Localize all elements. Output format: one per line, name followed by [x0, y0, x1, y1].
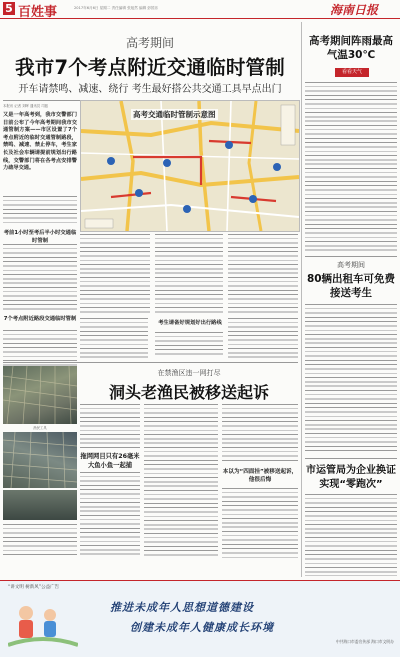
- fishing-pullquote: 拖网网目只有26毫米大鱼小鱼一起捕: [80, 453, 140, 469]
- fishing-kicker: 在禁渔区违一网打尽: [157, 369, 221, 377]
- map-drawing: [81, 101, 299, 231]
- psa-banner: [0, 580, 400, 657]
- psa-line-1: 推进未成年人思想道德建设: [110, 601, 254, 614]
- map-title: 高考交通临时管制示意图: [133, 110, 216, 119]
- children-illustration: [8, 595, 78, 651]
- psa-line-2: 创建未成年人健康成长环境: [130, 621, 274, 634]
- paper-logo: 海南日报: [330, 3, 379, 17]
- section-title: 百姓事: [18, 5, 58, 20]
- psa-credit: 中共海口市委宣传部 海口市文明办: [335, 639, 394, 644]
- taxi-kicker: 高考期间: [337, 261, 365, 269]
- net-drawing: [3, 366, 77, 424]
- date-line: 2017年6月6日 星期二 责任编辑 张旭然 编辑 彭国乐: [74, 6, 159, 10]
- body-text: [228, 318, 298, 358]
- top-lead: 又是一年高考到，我市交警部门日前公布了今年高考期间我市交通管制方案——市区设置了7个考点附近的临时交通管制路段，禁鸣、减速、禁止停车，考生家长及社会车辆请提前规划出行路线，交警部门将在各考点安排警力疏导交通。: [3, 112, 77, 172]
- top-subhead: 开车请禁鸣、减速、绕行 考生最好搭公共交通工具早点出门: [18, 84, 282, 95]
- weather-tag: 看看天气: [335, 68, 369, 77]
- divider: [305, 458, 397, 459]
- market-body: [305, 494, 397, 576]
- top-headline: 我市7个考点附近交通临时管制: [15, 56, 285, 79]
- top-byline: 本报讯 记者 刘晖 通讯员 司振: [3, 104, 48, 108]
- traffic-map: [80, 100, 300, 232]
- page-number: 5: [3, 2, 15, 15]
- weather-body: [305, 82, 397, 252]
- divider: [3, 362, 298, 363]
- divider: [305, 256, 397, 257]
- market-headline: 市运管局为企业换证实现“零跑次”: [306, 465, 396, 490]
- subhead-1: 考前1小时至考后半小时交通临时管制: [3, 230, 77, 244]
- body-text: [155, 234, 223, 314]
- fishing-body: [222, 404, 298, 464]
- body-text: [80, 234, 150, 314]
- taxi-headline: 80辆出租车可免费接送考生: [306, 273, 396, 299]
- body-text: [155, 332, 223, 358]
- column-divider: [301, 22, 302, 577]
- fishing-photo-2: [3, 432, 77, 488]
- fishing-photo-3: [3, 490, 77, 520]
- weather-headline: 高考期间阵雨最高气温30℃: [309, 35, 393, 61]
- fishing-headline: 洞头老渔民被移送起诉: [108, 383, 269, 402]
- fishing-body: [222, 488, 298, 558]
- photo-caption: 渔民工具: [33, 426, 47, 430]
- page-header: [0, 0, 400, 19]
- fishing-body: [80, 404, 140, 448]
- fishing-subhead: 本以为“四面挂”被移送起诉，他很后悔: [222, 469, 298, 483]
- body-text: [3, 244, 77, 312]
- fishing-body: [144, 404, 218, 558]
- body-text: [80, 318, 148, 358]
- taxi-body: [305, 304, 397, 454]
- subhead-2: 7个考点附近路段交通临时管制: [3, 316, 77, 322]
- fishing-photo: [3, 366, 77, 424]
- fishing-body: [80, 472, 140, 558]
- lead-body-text: [3, 196, 77, 226]
- net-drawing-2: [3, 432, 77, 488]
- fishing-left-body: [3, 524, 77, 558]
- body-text: [228, 234, 298, 314]
- top-kicker: 高考期间: [125, 36, 174, 50]
- psa-label: “讲文明 树新风”公益广告: [8, 585, 60, 590]
- subhead-3: 考生请备好规划好出行路线: [158, 320, 222, 326]
